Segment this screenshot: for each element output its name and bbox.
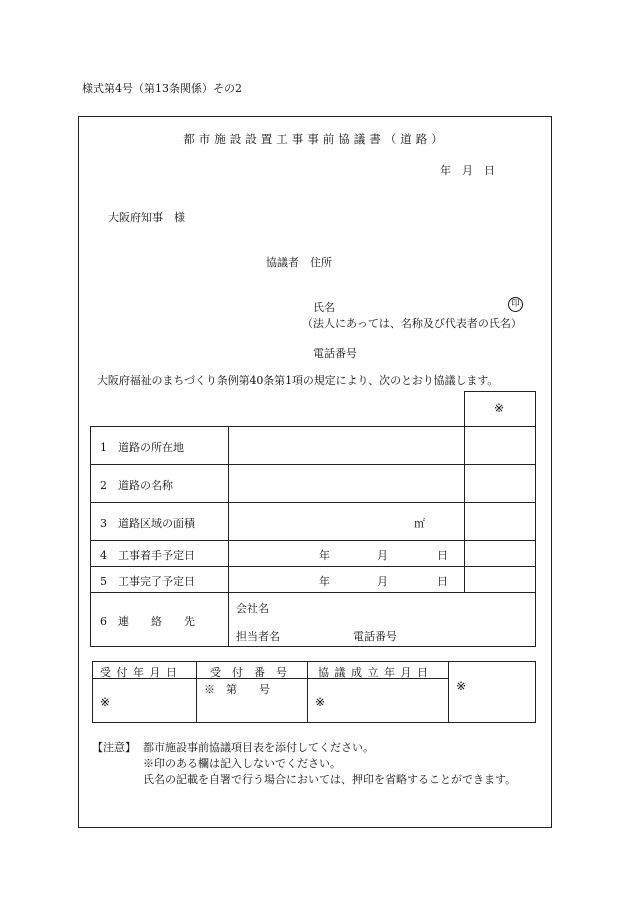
header-reception-number: 受 付 番 号 xyxy=(210,666,287,679)
end-month: 月 xyxy=(377,575,388,588)
addressee: 大阪府知事 様 xyxy=(108,211,185,224)
start-day: 日 xyxy=(437,549,448,562)
start-month: 月 xyxy=(377,549,388,562)
header-agreement-date: 協 議 成 立 年 月 日 xyxy=(318,666,429,679)
contact-phone-label: 電話番号 xyxy=(353,630,397,643)
row-label-contact: 6 連 絡 先 xyxy=(100,615,195,628)
table-rule xyxy=(228,426,229,647)
statement-text: 大阪府福祉のまちづくり条例第40条第1項の規定により、次のとおり協議します。 xyxy=(97,374,499,387)
header-reception-date: 受 付 年 月 日 xyxy=(100,666,178,679)
end-year: 年 xyxy=(319,575,330,588)
table-rule xyxy=(196,661,197,723)
row-label-end-date: 5 工事完了予定日 xyxy=(100,575,195,588)
reception-date-mark: ※ xyxy=(100,695,111,709)
table-rule xyxy=(464,391,536,392)
extra-office-mark: ※ xyxy=(456,679,467,693)
contact-company-label: 会社名 xyxy=(236,602,269,615)
table-rule xyxy=(90,540,536,541)
row-label-start-date: 4 工事着手予定日 xyxy=(100,549,195,562)
reception-number-mark: ※ 第 号 xyxy=(204,683,270,696)
table-rule xyxy=(90,646,536,647)
table-rule xyxy=(92,722,535,723)
table-rule xyxy=(90,592,536,593)
form-number-label: 様式第4号（第13条関係）その2 xyxy=(82,82,242,95)
submission-date: 年 月 日 xyxy=(440,164,495,177)
table-rule xyxy=(448,661,449,723)
applicant-name-label: 氏名 xyxy=(313,301,335,314)
row-label-road-name: 2 道路の名称 xyxy=(100,479,173,492)
table-rule xyxy=(90,566,536,567)
end-day: 日 xyxy=(437,575,448,588)
note-item: ※印のある欄は記入しないでください。 xyxy=(143,757,341,770)
seal-icon: 印 xyxy=(508,297,523,312)
note-item: 都市施設事前協議項目表を添付してください。 xyxy=(143,741,374,754)
table-rule xyxy=(90,426,536,427)
table-rule xyxy=(90,502,536,503)
contact-person-label: 担当者名 xyxy=(236,630,280,643)
table-rule xyxy=(464,391,465,593)
table-rule xyxy=(92,661,93,723)
start-year: 年 xyxy=(319,549,330,562)
office-use-mark: ※ xyxy=(494,401,505,415)
row-label-area: 3 道路区域の面積 xyxy=(100,517,195,530)
table-rule xyxy=(535,661,536,723)
notes-label: 【注意】 xyxy=(92,741,136,754)
table-rule xyxy=(90,426,91,647)
document-title: 都市施設設置工事事前協議書（道路） xyxy=(183,132,447,146)
table-rule xyxy=(307,661,308,723)
table-rule xyxy=(90,464,536,465)
table-rule xyxy=(92,661,535,662)
applicant-phone-label: 電話番号 xyxy=(313,347,357,360)
area-unit: ㎡ xyxy=(414,517,425,530)
table-rule xyxy=(535,391,536,647)
note-item: 氏名の記載を自署で行う場合においては、押印を省略することができます。 xyxy=(143,773,517,786)
corporate-note: （法人にあっては、名称及び代表者の氏名） xyxy=(302,317,522,330)
row-label-location: 1 道路の所在地 xyxy=(100,441,184,454)
applicant-address-label: 協議者 住所 xyxy=(266,256,332,269)
agreement-date-mark: ※ xyxy=(315,695,326,709)
